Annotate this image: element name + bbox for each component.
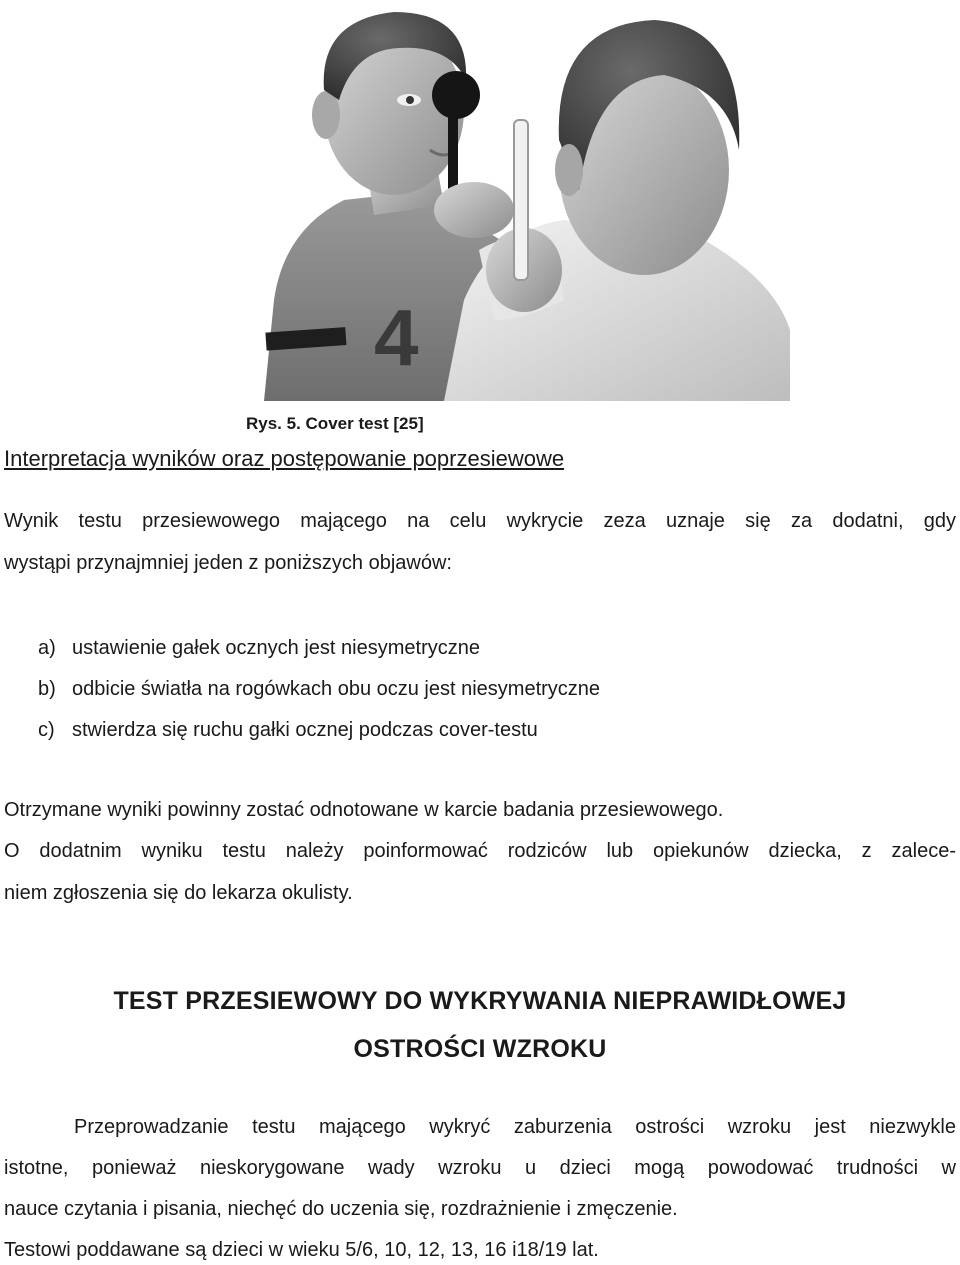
symptom-list	[38, 628, 600, 751]
note-line-3: niem zgłoszenia się do lekarza okulisty.	[4, 882, 353, 904]
intro-line-2: wystąpi przynajmniej jeden z poniższych objawów:	[4, 552, 452, 574]
cover-test-drawing	[234, 0, 790, 401]
list-item: b) odbicie światła na rogówkach obu oczu jest niesymetryczne	[38, 678, 601, 700]
test-body-line-2: istotne, ponieważ nieskorygowane wady wzroku u dzieci mogą powodować trudności w	[4, 1157, 956, 1179]
list-item: a) ustawienie gałek ocznych jest niesymetryczne	[38, 637, 480, 659]
list-item: c) stwierdza się ruchu gałki ocznej podczas cover-testu	[38, 719, 538, 741]
svg-text:4: 4	[374, 293, 419, 382]
test-title-line-2: OSTROŚCI WZROKU	[353, 1035, 607, 1063]
test-body-line-3: nauce czytania i pisania, niechęć do uczenia się, rozdrażnienie i zmęczenie.	[4, 1198, 678, 1220]
test-body-line-4: Testowi poddawane są dzieci w wieku 5/6, 10, 12, 13, 16 i18/19 lat.	[4, 1239, 599, 1261]
test-title-line-1: TEST PRZESIEWOWY DO WYKRYWANIA NIEPRAWIDŁOWEJ	[113, 987, 847, 1015]
section-heading: Interpretacja wyników oraz postępowanie poprzesiewowe	[4, 446, 565, 471]
cover-test-illustration	[234, 0, 790, 401]
intro-line-1: Wynik testu przesiewowego mającego na celu wykrycie zeza uznaje się za dodatni, gdy	[4, 510, 956, 532]
figure-caption: Rys. 5. Cover test [25]	[246, 414, 424, 433]
note-line-2: O dodatnim wyniku testu należy poinformować rodziców lub opiekunów dziecka, z zalece-	[4, 840, 956, 862]
note-line-1: Otrzymane wyniki powinny zostać odnotowane w karcie badania przesiewowego.	[4, 799, 724, 821]
test-body-line-1: Przeprowadzanie testu mającego wykryć zaburzenia ostrości wzroku jest niezwykle	[74, 1116, 956, 1138]
